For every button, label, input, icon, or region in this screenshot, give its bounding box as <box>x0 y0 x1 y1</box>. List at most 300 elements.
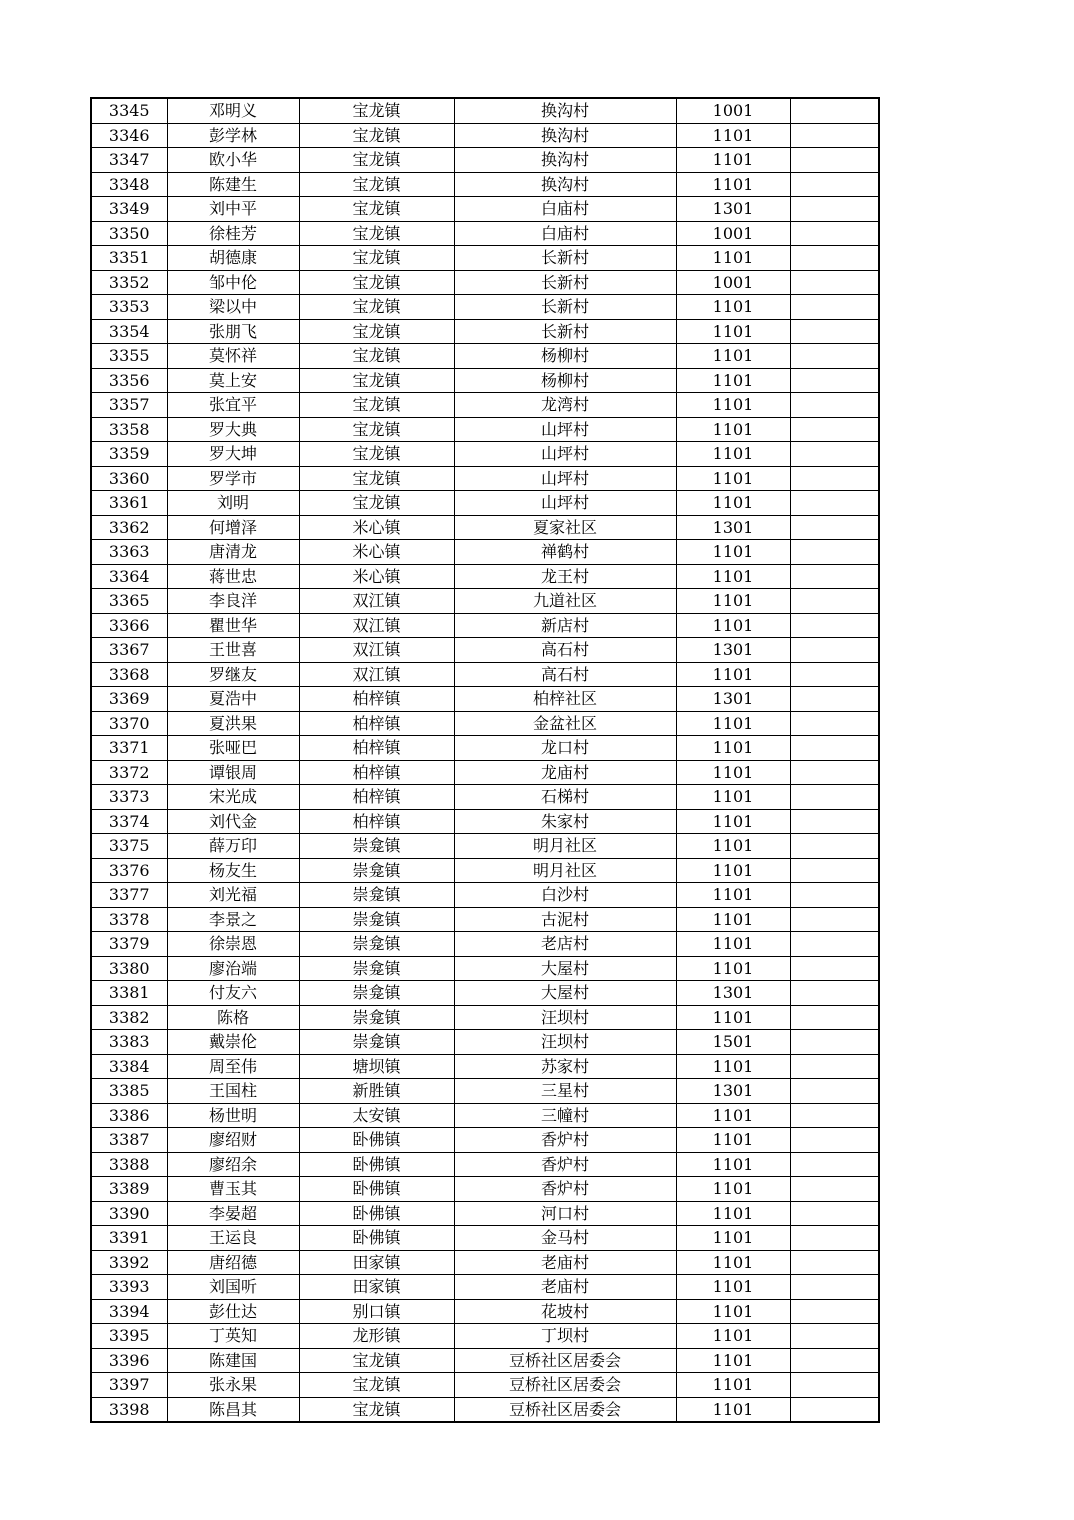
empty-cell <box>790 515 879 540</box>
town-cell: 崇龛镇 <box>299 1005 454 1030</box>
village-cell: 山坪村 <box>454 417 676 442</box>
empty-cell <box>790 564 879 589</box>
town-cell: 卧佛镇 <box>299 1128 454 1153</box>
name-cell: 谭银周 <box>167 760 299 785</box>
empty-cell <box>790 466 879 491</box>
name-cell: 邹中伦 <box>167 270 299 295</box>
name-cell: 胡德康 <box>167 246 299 271</box>
village-cell: 豆桥社区居委会 <box>454 1348 676 1373</box>
table-row <box>91 1275 879 1300</box>
name-cell: 廖绍财 <box>167 1128 299 1153</box>
code-cell: 1001 <box>676 98 790 123</box>
name-cell: 陈昌其 <box>167 1397 299 1422</box>
code-cell: 1101 <box>676 1005 790 1030</box>
empty-cell <box>790 197 879 222</box>
code-cell: 1101 <box>676 1152 790 1177</box>
code-cell: 1101 <box>676 1348 790 1373</box>
name-cell: 宋光成 <box>167 785 299 810</box>
empty-cell <box>790 148 879 173</box>
table-row <box>91 540 879 565</box>
name-cell: 莫怀祥 <box>167 344 299 369</box>
village-cell: 换沟村 <box>454 98 676 123</box>
village-cell: 朱家村 <box>454 809 676 834</box>
row-number-cell: 3353 <box>91 295 167 320</box>
village-cell: 白沙村 <box>454 883 676 908</box>
table-row <box>91 1103 879 1128</box>
table-row <box>91 197 879 222</box>
row-number-cell: 3368 <box>91 662 167 687</box>
table-row <box>91 270 879 295</box>
table-row <box>91 1250 879 1275</box>
empty-cell <box>790 270 879 295</box>
code-cell: 1101 <box>676 123 790 148</box>
empty-cell <box>790 540 879 565</box>
village-cell: 夏家社区 <box>454 515 676 540</box>
row-number-cell: 3389 <box>91 1177 167 1202</box>
name-cell: 廖治端 <box>167 956 299 981</box>
town-cell: 宝龙镇 <box>299 148 454 173</box>
table-row <box>91 466 879 491</box>
table-row <box>91 785 879 810</box>
town-cell: 宝龙镇 <box>299 98 454 123</box>
town-cell: 宝龙镇 <box>299 1397 454 1422</box>
code-cell: 1501 <box>676 1030 790 1055</box>
row-number-cell: 3364 <box>91 564 167 589</box>
code-cell: 1101 <box>676 1324 790 1349</box>
row-number-cell: 3381 <box>91 981 167 1006</box>
name-cell: 刘国听 <box>167 1275 299 1300</box>
town-cell: 新胜镇 <box>299 1079 454 1104</box>
code-cell: 1101 <box>676 172 790 197</box>
code-cell: 1101 <box>676 834 790 859</box>
village-cell: 香炉村 <box>454 1128 676 1153</box>
row-number-cell: 3397 <box>91 1373 167 1398</box>
village-cell: 长新村 <box>454 246 676 271</box>
village-cell: 香炉村 <box>454 1177 676 1202</box>
town-cell: 双江镇 <box>299 589 454 614</box>
row-number-cell: 3367 <box>91 638 167 663</box>
empty-cell <box>790 687 879 712</box>
code-cell: 1101 <box>676 491 790 516</box>
village-cell: 龙王村 <box>454 564 676 589</box>
code-cell: 1101 <box>676 956 790 981</box>
row-number-cell: 3388 <box>91 1152 167 1177</box>
town-cell: 别口镇 <box>299 1299 454 1324</box>
row-number-cell: 3356 <box>91 368 167 393</box>
town-cell: 宝龙镇 <box>299 442 454 467</box>
name-cell: 罗学市 <box>167 466 299 491</box>
code-cell: 1101 <box>676 564 790 589</box>
row-number-cell: 3369 <box>91 687 167 712</box>
village-cell: 金盆社区 <box>454 711 676 736</box>
name-cell: 唐清龙 <box>167 540 299 565</box>
table-row <box>91 491 879 516</box>
town-cell: 宝龙镇 <box>299 319 454 344</box>
code-cell: 1101 <box>676 295 790 320</box>
table-row <box>91 1299 879 1324</box>
village-cell: 杨柳村 <box>454 368 676 393</box>
table-row <box>91 662 879 687</box>
town-cell: 崇龛镇 <box>299 932 454 957</box>
row-number-cell: 3377 <box>91 883 167 908</box>
empty-cell <box>790 1275 879 1300</box>
code-cell: 1101 <box>676 442 790 467</box>
table-row <box>91 417 879 442</box>
row-number-cell: 3379 <box>91 932 167 957</box>
village-cell: 山坪村 <box>454 491 676 516</box>
empty-cell <box>790 221 879 246</box>
table-row <box>91 809 879 834</box>
row-number-cell: 3371 <box>91 736 167 761</box>
table-row <box>91 932 879 957</box>
village-cell: 古泥村 <box>454 907 676 932</box>
name-cell: 付友六 <box>167 981 299 1006</box>
row-number-cell: 3360 <box>91 466 167 491</box>
table-row <box>91 589 879 614</box>
row-number-cell: 3357 <box>91 393 167 418</box>
town-cell: 米心镇 <box>299 540 454 565</box>
village-cell: 新店村 <box>454 613 676 638</box>
empty-cell <box>790 1226 879 1251</box>
town-cell: 卧佛镇 <box>299 1177 454 1202</box>
empty-cell <box>790 123 879 148</box>
empty-cell <box>790 1128 879 1153</box>
empty-cell <box>790 907 879 932</box>
village-cell: 长新村 <box>454 295 676 320</box>
village-cell: 豆桥社区居委会 <box>454 1373 676 1398</box>
town-cell: 宝龙镇 <box>299 344 454 369</box>
name-cell: 戴崇伦 <box>167 1030 299 1055</box>
table-row <box>91 981 879 1006</box>
code-cell: 1101 <box>676 858 790 883</box>
code-cell: 1101 <box>676 809 790 834</box>
town-cell: 米心镇 <box>299 564 454 589</box>
name-cell: 罗大典 <box>167 417 299 442</box>
table-row <box>91 907 879 932</box>
code-cell: 1101 <box>676 466 790 491</box>
empty-cell <box>790 785 879 810</box>
code-cell: 1301 <box>676 197 790 222</box>
village-cell: 老店村 <box>454 932 676 957</box>
town-cell: 柏梓镇 <box>299 736 454 761</box>
town-cell: 田家镇 <box>299 1250 454 1275</box>
table-row <box>91 172 879 197</box>
row-number-cell: 3383 <box>91 1030 167 1055</box>
village-cell: 高石村 <box>454 662 676 687</box>
code-cell: 1101 <box>676 1226 790 1251</box>
code-cell: 1001 <box>676 270 790 295</box>
name-cell: 张宜平 <box>167 393 299 418</box>
table-row <box>91 1226 879 1251</box>
row-number-cell: 3345 <box>91 98 167 123</box>
row-number-cell: 3391 <box>91 1226 167 1251</box>
table-row <box>91 1152 879 1177</box>
village-cell: 换沟村 <box>454 172 676 197</box>
name-cell: 罗大坤 <box>167 442 299 467</box>
row-number-cell: 3346 <box>91 123 167 148</box>
row-number-cell: 3385 <box>91 1079 167 1104</box>
name-cell: 蒋世忠 <box>167 564 299 589</box>
name-cell: 刘明 <box>167 491 299 516</box>
empty-cell <box>790 98 879 123</box>
village-cell: 山坪村 <box>454 466 676 491</box>
village-cell: 换沟村 <box>454 123 676 148</box>
empty-cell <box>790 711 879 736</box>
table-row <box>91 1005 879 1030</box>
name-cell: 周至伟 <box>167 1054 299 1079</box>
row-number-cell: 3349 <box>91 197 167 222</box>
table-row <box>91 1079 879 1104</box>
town-cell: 崇龛镇 <box>299 907 454 932</box>
town-cell: 双江镇 <box>299 638 454 663</box>
empty-cell <box>790 1079 879 1104</box>
village-cell: 苏家村 <box>454 1054 676 1079</box>
empty-cell <box>790 1397 879 1422</box>
name-cell: 丁英知 <box>167 1324 299 1349</box>
row-number-cell: 3395 <box>91 1324 167 1349</box>
name-cell: 陈格 <box>167 1005 299 1030</box>
table-row <box>91 711 879 736</box>
row-number-cell: 3384 <box>91 1054 167 1079</box>
town-cell: 崇龛镇 <box>299 834 454 859</box>
town-cell: 宝龙镇 <box>299 393 454 418</box>
empty-cell <box>790 613 879 638</box>
empty-cell <box>790 344 879 369</box>
name-cell: 李晏超 <box>167 1201 299 1226</box>
table-row <box>91 221 879 246</box>
town-cell: 宝龙镇 <box>299 123 454 148</box>
town-cell: 宝龙镇 <box>299 197 454 222</box>
code-cell: 1101 <box>676 393 790 418</box>
village-cell: 河口村 <box>454 1201 676 1226</box>
empty-cell <box>790 1250 879 1275</box>
town-cell: 崇龛镇 <box>299 1030 454 1055</box>
empty-cell <box>790 1324 879 1349</box>
town-cell: 米心镇 <box>299 515 454 540</box>
name-cell: 刘光福 <box>167 883 299 908</box>
row-number-cell: 3347 <box>91 148 167 173</box>
name-cell: 罗继友 <box>167 662 299 687</box>
code-cell: 1101 <box>676 907 790 932</box>
table-row <box>91 319 879 344</box>
town-cell: 崇龛镇 <box>299 858 454 883</box>
code-cell: 1101 <box>676 344 790 369</box>
village-cell: 换沟村 <box>454 148 676 173</box>
town-cell: 宝龙镇 <box>299 270 454 295</box>
empty-cell <box>790 662 879 687</box>
town-cell: 柏梓镇 <box>299 809 454 834</box>
code-cell: 1101 <box>676 1373 790 1398</box>
table-row <box>91 1373 879 1398</box>
row-number-cell: 3378 <box>91 907 167 932</box>
code-cell: 1301 <box>676 638 790 663</box>
name-cell: 刘代金 <box>167 809 299 834</box>
code-cell: 1101 <box>676 1250 790 1275</box>
data-table <box>90 97 880 1423</box>
row-number-cell: 3359 <box>91 442 167 467</box>
code-cell: 1101 <box>676 613 790 638</box>
village-cell: 明月社区 <box>454 858 676 883</box>
row-number-cell: 3348 <box>91 172 167 197</box>
name-cell: 何增泽 <box>167 515 299 540</box>
empty-cell <box>790 589 879 614</box>
name-cell: 张永果 <box>167 1373 299 1398</box>
row-number-cell: 3396 <box>91 1348 167 1373</box>
code-cell: 1101 <box>676 319 790 344</box>
town-cell: 宝龙镇 <box>299 466 454 491</box>
code-cell: 1101 <box>676 417 790 442</box>
code-cell: 1101 <box>676 246 790 271</box>
village-cell: 花坡村 <box>454 1299 676 1324</box>
empty-cell <box>790 638 879 663</box>
code-cell: 1101 <box>676 1054 790 1079</box>
table-row <box>91 1348 879 1373</box>
name-cell: 刘中平 <box>167 197 299 222</box>
row-number-cell: 3376 <box>91 858 167 883</box>
town-cell: 宝龙镇 <box>299 295 454 320</box>
town-cell: 宝龙镇 <box>299 1373 454 1398</box>
empty-cell <box>790 956 879 981</box>
name-cell: 陈建国 <box>167 1348 299 1373</box>
row-number-cell: 3372 <box>91 760 167 785</box>
code-cell: 1101 <box>676 711 790 736</box>
table-row <box>91 687 879 712</box>
name-cell: 唐绍德 <box>167 1250 299 1275</box>
code-cell: 1301 <box>676 981 790 1006</box>
row-number-cell: 3392 <box>91 1250 167 1275</box>
table-body <box>91 98 879 1422</box>
code-cell: 1101 <box>676 662 790 687</box>
name-cell: 彭学林 <box>167 123 299 148</box>
row-number-cell: 3373 <box>91 785 167 810</box>
town-cell: 塘坝镇 <box>299 1054 454 1079</box>
empty-cell <box>790 834 879 859</box>
code-cell: 1301 <box>676 515 790 540</box>
row-number-cell: 3350 <box>91 221 167 246</box>
town-cell: 卧佛镇 <box>299 1226 454 1251</box>
table-row <box>91 1030 879 1055</box>
table-row <box>91 760 879 785</box>
row-number-cell: 3362 <box>91 515 167 540</box>
code-cell: 1101 <box>676 1275 790 1300</box>
code-cell: 1101 <box>676 148 790 173</box>
row-number-cell: 3386 <box>91 1103 167 1128</box>
row-number-cell: 3355 <box>91 344 167 369</box>
name-cell: 曹玉其 <box>167 1177 299 1202</box>
town-cell: 柏梓镇 <box>299 711 454 736</box>
code-cell: 1101 <box>676 1299 790 1324</box>
code-cell: 1101 <box>676 1201 790 1226</box>
empty-cell <box>790 809 879 834</box>
table-row <box>91 393 879 418</box>
name-cell: 杨世明 <box>167 1103 299 1128</box>
name-cell: 莫上安 <box>167 368 299 393</box>
empty-cell <box>790 1030 879 1055</box>
village-cell: 老庙村 <box>454 1250 676 1275</box>
name-cell: 李景之 <box>167 907 299 932</box>
row-number-cell: 3365 <box>91 589 167 614</box>
town-cell: 宝龙镇 <box>299 417 454 442</box>
empty-cell <box>790 491 879 516</box>
town-cell: 卧佛镇 <box>299 1152 454 1177</box>
name-cell: 薛万印 <box>167 834 299 859</box>
town-cell: 龙形镇 <box>299 1324 454 1349</box>
code-cell: 1101 <box>676 883 790 908</box>
code-cell: 1101 <box>676 368 790 393</box>
code-cell: 1101 <box>676 1397 790 1422</box>
row-number-cell: 3393 <box>91 1275 167 1300</box>
village-cell: 大屋村 <box>454 956 676 981</box>
village-cell: 香炉村 <box>454 1152 676 1177</box>
empty-cell <box>790 981 879 1006</box>
name-cell: 梁以中 <box>167 295 299 320</box>
town-cell: 太安镇 <box>299 1103 454 1128</box>
name-cell: 夏洪果 <box>167 711 299 736</box>
row-number-cell: 3370 <box>91 711 167 736</box>
name-cell: 邓明义 <box>167 98 299 123</box>
empty-cell <box>790 1201 879 1226</box>
row-number-cell: 3352 <box>91 270 167 295</box>
code-cell: 1001 <box>676 221 790 246</box>
village-cell: 石梯村 <box>454 785 676 810</box>
village-cell: 汪坝村 <box>454 1030 676 1055</box>
village-cell: 白庙村 <box>454 221 676 246</box>
row-number-cell: 3382 <box>91 1005 167 1030</box>
table-row <box>91 368 879 393</box>
table-row <box>91 834 879 859</box>
town-cell: 柏梓镇 <box>299 760 454 785</box>
code-cell: 1101 <box>676 785 790 810</box>
village-cell: 龙口村 <box>454 736 676 761</box>
village-cell: 老庙村 <box>454 1275 676 1300</box>
empty-cell <box>790 736 879 761</box>
empty-cell <box>790 1373 879 1398</box>
table-row <box>91 638 879 663</box>
village-cell: 柏梓社区 <box>454 687 676 712</box>
empty-cell <box>790 246 879 271</box>
table-row <box>91 1324 879 1349</box>
empty-cell <box>790 1103 879 1128</box>
name-cell: 夏浩中 <box>167 687 299 712</box>
village-cell: 白庙村 <box>454 197 676 222</box>
row-number-cell: 3366 <box>91 613 167 638</box>
table-row <box>91 1128 879 1153</box>
table-row <box>91 515 879 540</box>
code-cell: 1101 <box>676 540 790 565</box>
town-cell: 宝龙镇 <box>299 221 454 246</box>
name-cell: 彭仕达 <box>167 1299 299 1324</box>
table-row <box>91 883 879 908</box>
town-cell: 柏梓镇 <box>299 785 454 810</box>
empty-cell <box>790 858 879 883</box>
name-cell: 杨友生 <box>167 858 299 883</box>
name-cell: 张朋飞 <box>167 319 299 344</box>
row-number-cell: 3390 <box>91 1201 167 1226</box>
town-cell: 双江镇 <box>299 613 454 638</box>
table-row <box>91 1177 879 1202</box>
table-row <box>91 98 879 123</box>
empty-cell <box>790 442 879 467</box>
table-row <box>91 295 879 320</box>
village-cell: 龙湾村 <box>454 393 676 418</box>
empty-cell <box>790 368 879 393</box>
row-number-cell: 3358 <box>91 417 167 442</box>
row-number-cell: 3374 <box>91 809 167 834</box>
empty-cell <box>790 1152 879 1177</box>
code-cell: 1301 <box>676 687 790 712</box>
village-cell: 龙庙村 <box>454 760 676 785</box>
town-cell: 宝龙镇 <box>299 172 454 197</box>
